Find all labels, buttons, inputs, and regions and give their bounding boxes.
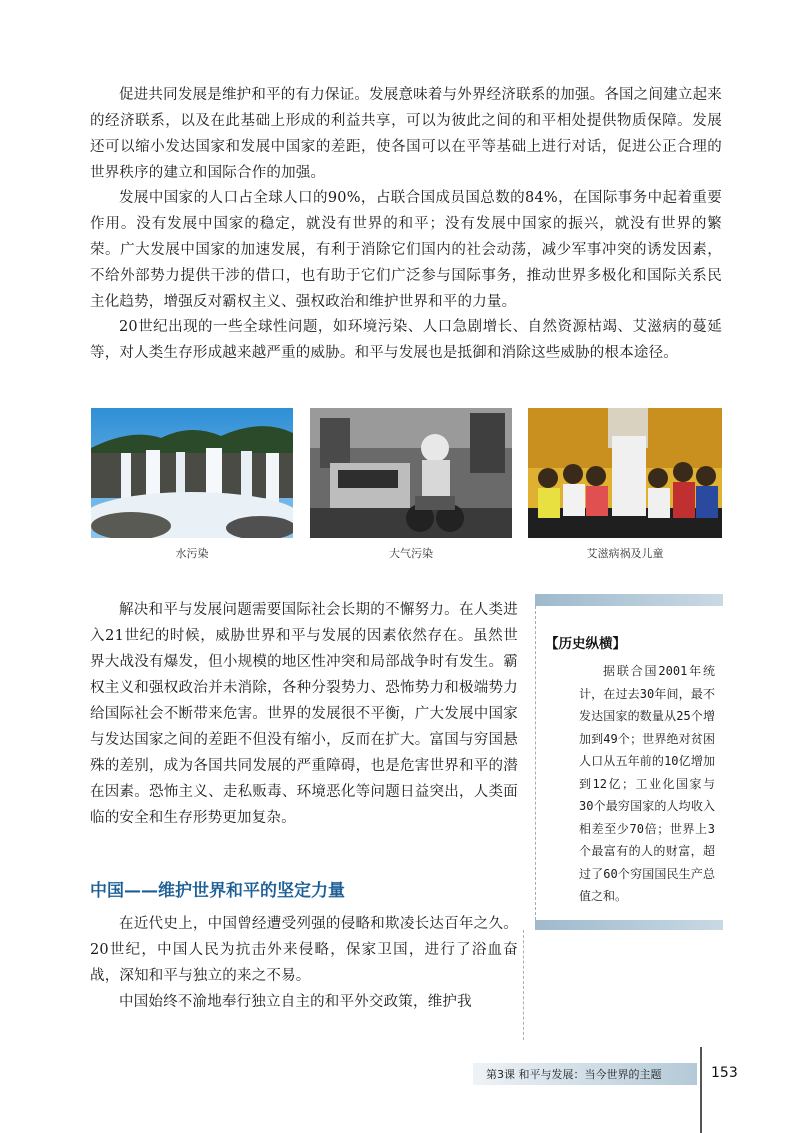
paragraph-development-peace: 促进共同发展是维护和平的有力保证。发展意味着与外界经济联系的加强。各国之间建立起来的经济联系，以及在此基础上形成的利益共享，可以为彼此之间的和平相处提供物质保障。发展还可以缩小发达国家和发展中国家的差距，使各国可以在平等基础上进行对话，促进公正合理的世界秩序的建立和国际合作的加强。 bbox=[90, 87, 722, 181]
sidebar-bottom-band bbox=[535, 920, 723, 930]
paragraph-long-term-efforts: 解决和平与发展问题需要国际社会长期的不懈努力。在人类进入21世纪的时候，威胁世界和平与发展的因素依然存在。虽然世界大战没有爆发，但小规模的地区性冲突和局部战争时有发生。霸权主义和强权政治并未消除，各种分裂势力、恐怖势力和极端势力给国际社会不断带来危害。世界的发展很不平衡，广大发展中国家与发达国家之间的差距不但没有缩小，反而在扩大。富国与穷国悬殊的差别，成为各国共同发展的严重障碍，也是危害世界和平的潜在因素。恐怖主义、走私贩毒、环境恶化等问题日益突出，人类面临的安全和生存形势更加复杂。 bbox=[90, 602, 518, 826]
section-heading: 中国——维护世界和平的坚定力量 bbox=[90, 881, 345, 901]
column-dashed-rule bbox=[523, 930, 524, 1040]
paragraph-foreign-policy: 中国始终不渝地奉行独立自主的和平外交政策，维护我 bbox=[119, 994, 472, 1010]
paragraph-developing-countries: 发展中国家的人口占全球人口的90%，占联合国成员国总数的84%，在国际事务中起着重要作用。没有发展中国家的稳定，就没有世界的和平；没有发展中国家的振兴，就没有世界的繁荣。广大发展中国家的加速发展，有利于消除它们国内的社会动荡，减少军事冲突的诱发因素，不给外部势力提供干涉的借口，也有助于它们广泛参与国际事务，推动世界多极化和国际关系民主化趋势，增强反对霸权主义、强权政治和维护世界和平的力量。 bbox=[90, 190, 722, 310]
water-pollution-photo bbox=[91, 408, 293, 538]
water-pollution-caption: 水污染 bbox=[175, 547, 209, 560]
footer-lesson-title: 第3课 和平与发展：当今世界的主题 bbox=[486, 1068, 662, 1081]
sidebar-dashed-rule bbox=[535, 606, 536, 920]
sidebar-top-band bbox=[535, 594, 723, 606]
page-number: 153 bbox=[711, 1065, 738, 1081]
history-sidebar bbox=[535, 594, 723, 930]
air-pollution-caption: 大气污染 bbox=[389, 547, 433, 560]
air-pollution-photo bbox=[310, 408, 512, 538]
aids-children-caption: 艾滋病祸及儿童 bbox=[586, 547, 664, 560]
footer-divider bbox=[700, 1047, 702, 1133]
sidebar-body: 据联合国2001年统计，在过去30年间，最不发达国家的数量从25个增加到49个；世界绝对贫困人口从五年前的10亿增加到12亿；工业化国家与30个最穷国家的人均收入相差至少70倍；世界上3个最富有的人的财富，超过了60个穷国国民生产总值之和。 bbox=[579, 664, 715, 903]
aids-children-photo bbox=[528, 408, 722, 538]
sidebar-title: 【历史纵横】 bbox=[545, 636, 626, 652]
paragraph-modern-history: 在近代史上，中国曾经遭受列强的侵略和欺凌长达百年之久。20世纪，中国人民为抗击外来侵略，保家卫国，进行了浴血奋战，深知和平与独立的来之不易。 bbox=[90, 916, 518, 984]
paragraph-global-issues: 20世纪出现的一些全球性问题，如环境污染、人口急剧增长、自然资源枯竭、艾滋病的蔓延等，对人类生存形成越来越严重的威胁。和平与发展也是抵御和消除这些威胁的根本途径。 bbox=[90, 319, 722, 361]
